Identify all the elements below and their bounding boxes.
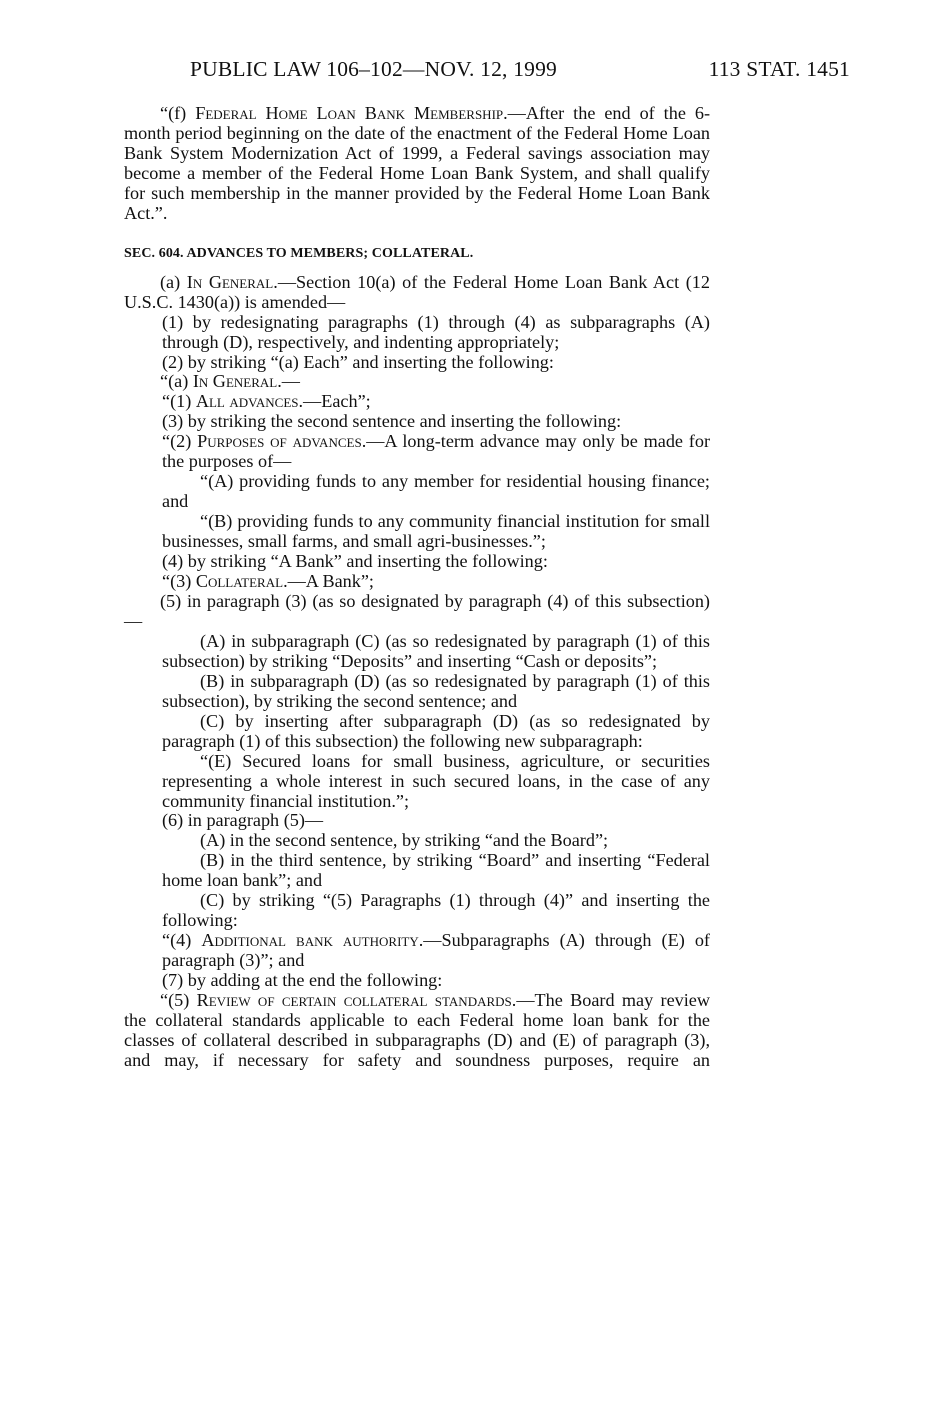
quoted-subsection-a-text: .— [277,371,300,392]
quoted-paragraph-2-text: .—A long-term advance may only be made for the purposes of— [162,431,711,472]
quoted-paragraph-4-lead: “(4) [162,930,202,951]
quoted-subparagraph-2a: “(A) providing funds to any member for residential housing finance; and [162,471,710,512]
quoted-subsection-a [124,372,710,392]
quoted-paragraph-1-lead: “(1) [162,391,196,412]
quoted-paragraph-1 [124,392,710,412]
section-heading: SEC. 604. ADVANCES TO MEMBERS; COLLATERAL. [124,245,474,261]
quoted-paragraph-3-text: .—A Bank”; [283,571,374,592]
item-1: (1) by redesignating paragraphs (1) through (4) as subparagraphs (A) through (D), respectively, and indenting appropriately; [162,311,710,352]
subsection-a [124,273,710,313]
item-6a: (A) in the second sentence, by striking “and the Board”; [200,830,609,851]
paragraph-f-lead: “(f) [160,103,196,123]
quoted-paragraph-4 [124,931,710,971]
item-6: (6) in paragraph (5)— [162,810,324,831]
public-law-citation: PUBLIC LAW 106–102—NOV. 12, 1999 [190,57,558,81]
item-3: (3) by striking the second sentence and inserting the following: [162,411,622,432]
quoted-paragraph-2 [124,432,710,472]
quoted-subparagraph-e: “(E) Secured loans for small business, agriculture, or securities representing a whole interest in such secured loans, in the case of any community financial institution.”; [162,750,710,811]
quoted-paragraph-2-heading: Purposes of advances [197,431,362,452]
paragraph-f-heading: Federal Home Loan Bank Membership [195,103,504,123]
subsection-a-lead: (a) [160,271,187,292]
subsection-a-heading: In General [186,271,274,292]
quoted-subsection-a-lead: “(a) [160,371,193,392]
subsection-a-text: .—Section 10(a) of the Federal Home Loan Bank Act (12 U.S.C. 1430(a)) is amended— [124,271,710,312]
quoted-subparagraph-2b: “(B) providing funds to any community financial institution for small businesses, small farms, and small agri-businesses.”; [162,511,710,552]
quoted-paragraph-1-heading: All advances [195,391,299,412]
quoted-paragraph-3-heading: Collateral [195,571,284,592]
item-7: (7) by adding at the end the following: [162,970,443,991]
paragraph-f-text: .—After the end of the 6-month period beginning on the date of the enactment of the Federal Home Loan Bank System Modernization Act of 1999, a Federal savings association may become a member of the Federal Home Loan Bank System, and shall qualify for such membership in the manner provided by the Federal Home Loan Bank Act.”. [124,103,710,223]
item-5b: (B) in subparagraph (D) (as so redesignated by paragraph (1) of this subsection), by striking the second sentence; and [162,670,710,711]
quoted-paragraph-3 [124,572,710,592]
quoted-paragraph-5-text: .—The Board may review the collateral standards applicable to each Federal home loan bank for the classes of collateral described in subparagraphs (D) and (E) of paragraph (3), and may, if necessary for safety and soundness purposes, require an [124,990,711,1070]
item-6c: (C) by striking “(5) Paragraphs (1) through (4)” and inserting the following: [162,890,710,931]
quoted-paragraph-2-lead: “(2) [162,431,198,452]
body-text [124,104,710,1071]
quoted-subsection-a-heading: In General [192,371,278,392]
statute-page-number: 113 STAT. 1451 [708,57,850,81]
running-header [190,57,850,87]
item-5: (5) in paragraph (3) (as so designated by paragraph (4) of this subsection)— [124,590,710,631]
item-5a: (A) in subparagraph (C) (as so redesignated by paragraph (1) of this subsection) by striking “Deposits” and inserting “Cash or deposits”; [162,630,710,671]
quoted-paragraph-4-heading: Additional bank authority [201,930,419,951]
item-2: (2) by striking “(a) Each” and inserting the following: [162,351,554,372]
quoted-paragraph-4-text: .—Subparagraphs (A) through (E) of paragraph (3)”; and [162,930,710,971]
quoted-paragraph-3-lead: “(3) [162,571,196,592]
quoted-paragraph-5-lead: “(5) [160,990,197,1011]
quoted-paragraph-5-heading: Review of certain collateral standards [196,990,512,1011]
item-5c: (C) by inserting after subparagraph (D) (as so redesignated by paragraph (1) of this subsection) the following new subparagraph: [162,710,710,751]
paragraph-f [124,104,710,224]
quoted-paragraph-5 [124,991,710,1071]
quoted-paragraph-1-text: .—Each”; [298,391,371,412]
item-4: (4) by striking “A Bank” and inserting the following: [162,551,548,572]
item-6b: (B) in the third sentence, by striking “Board” and inserting “Federal home loan bank”; and [162,850,710,891]
